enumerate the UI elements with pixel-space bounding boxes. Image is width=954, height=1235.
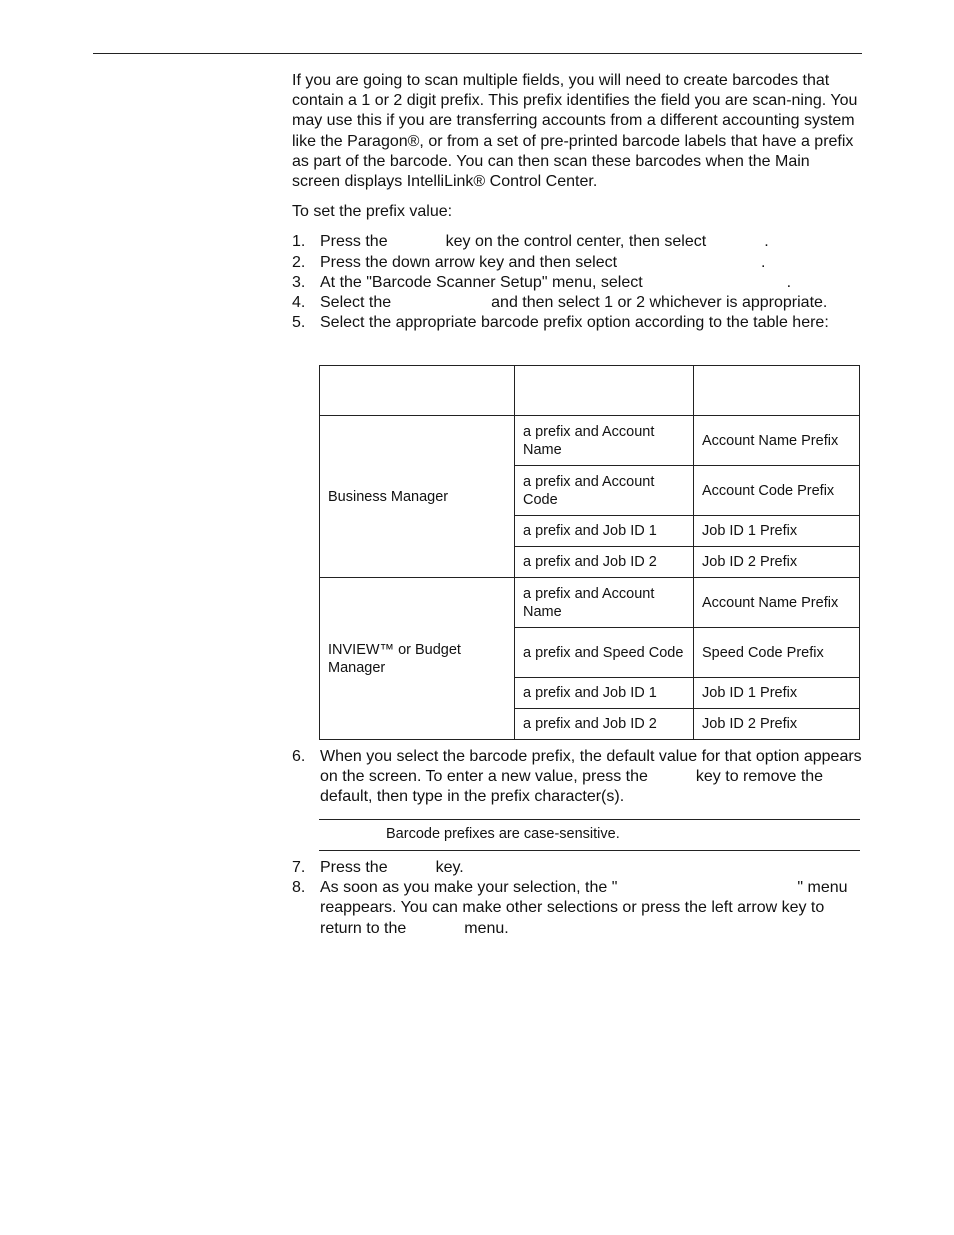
scan-cell: a prefix and Account Code [515,466,694,516]
table-row [320,416,860,466]
table-header-cell [320,366,515,416]
step-6: 6. When you select the barcode prefix, the default value for that option appears on the screen. To enter a new value, press the key to remove the default, then type in the prefix character(s). [292,748,862,806]
scan-cell: a prefix and Account Name [515,578,694,628]
step-4: 4. Select the and then select 1 or 2 whichever is appropriate. [292,294,828,312]
step-7: 7. Press the key. [292,859,464,876]
barcode-prefix-table [319,365,860,740]
option-cell: Account Name Prefix [694,416,860,466]
note-box [319,819,860,851]
option-cell: Job ID 2 Prefix [694,709,860,740]
system-cell: INVIEW™ or Budget Manager [320,578,515,740]
table-row [320,578,860,628]
step-8: 8. As soon as you make your selection, the " " menu reappears. You can make other selections or press the left arrow key to return to the menu. [292,879,848,937]
step-3: 3. At the "Barcode Scanner Setup" menu, select . [292,273,792,291]
scan-cell: a prefix and Job ID 2 [515,709,694,740]
scan-cell: a prefix and Speed Code [515,628,694,678]
table-header-cell [515,366,694,416]
system-cell: Business Manager [320,416,515,578]
note-text: Barcode prefixes are case-sensitive. [386,826,620,842]
scan-cell: a prefix and Job ID 2 [515,547,694,578]
option-cell: Job ID 1 Prefix [694,678,860,709]
steps-list-b [292,747,862,808]
scan-cell: a prefix and Job ID 1 [515,678,694,709]
step-2: 2. Press the down arrow key and then select . [292,253,766,271]
table-header-cell [694,366,860,416]
table-header-row [320,366,860,416]
option-cell: Speed Code Prefix [694,628,860,678]
option-cell: Account Code Prefix [694,466,860,516]
option-cell: Job ID 2 Prefix [694,547,860,578]
steps-list-c [292,858,862,939]
option-cell: Account Name Prefix [694,578,860,628]
scan-cell: a prefix and Job ID 1 [515,516,694,547]
steps-7-8-block [292,858,862,939]
steps-lead: To set the prefix value: [292,203,453,221]
steps-list-a [292,232,862,333]
scan-cell: a prefix and Account Name [515,416,694,466]
intro-paragraph: If you are going to scan multiple fields, you will need to create barcodes that contain a 1 or 2 digit prefix. This prefix identifies the field you are scan-ning. You may use this if you are transferring accounts from a different accounting system like the Paragon®, or from a set of pre-printed barcode labels that have a prefix as part of the barcode. You can then scan these barcodes when the Main screen displays IntelliLink® Control Center. [292,72,858,191]
header-rule [93,53,862,54]
step-5: 5. Select the appropriate barcode prefix option according to the table here: [292,314,829,332]
step-1: 1. Press the key on the control center, then select . [292,233,769,251]
document-body [292,71,862,333]
step-6-block [292,747,862,808]
option-cell: Job ID 1 Prefix [694,516,860,547]
